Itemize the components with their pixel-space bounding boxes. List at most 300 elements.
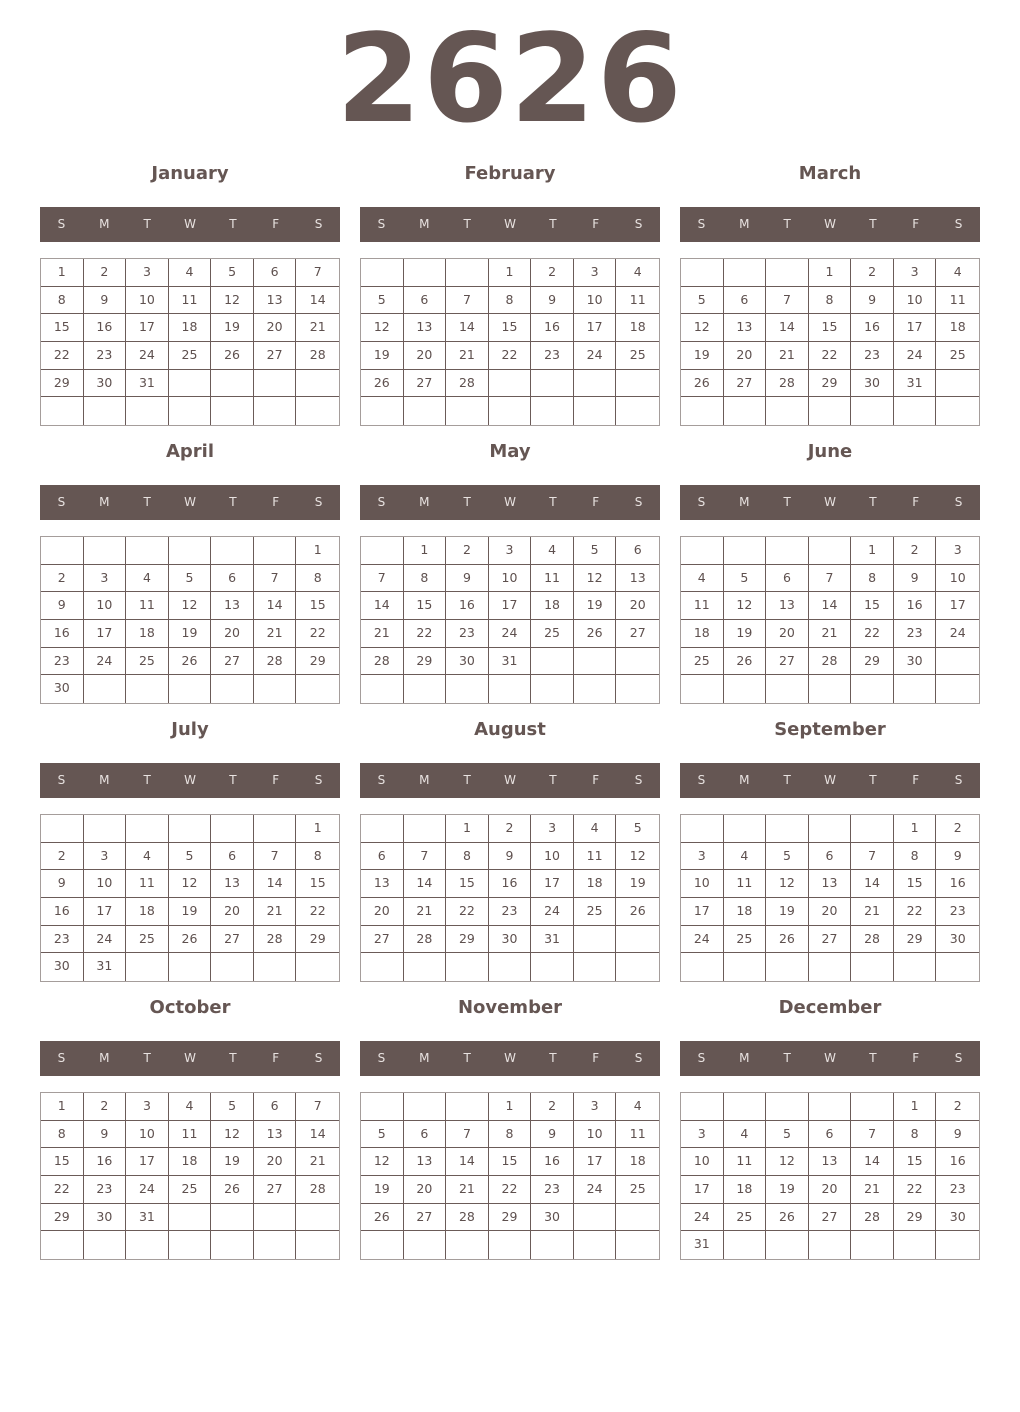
day-cell: 12 — [211, 287, 254, 315]
weekday-label: S — [954, 217, 963, 231]
empty-cell — [531, 397, 574, 425]
empty-cell — [809, 397, 852, 425]
weekday-label: T — [869, 495, 877, 509]
day-cell: 18 — [616, 314, 659, 342]
day-cell: 12 — [361, 314, 404, 342]
day-cell: 23 — [446, 620, 489, 648]
empty-cell — [616, 926, 659, 954]
day-cell: 1 — [446, 815, 489, 843]
empty-cell — [894, 675, 937, 703]
day-cell: 17 — [489, 592, 532, 620]
day-cell: 2 — [531, 259, 574, 287]
day-grid — [40, 536, 340, 704]
empty-cell — [894, 953, 937, 981]
day-cell: 30 — [84, 370, 127, 398]
weekday-label: T — [143, 773, 151, 787]
day-cell: 27 — [404, 1204, 447, 1232]
day-cell: 29 — [446, 926, 489, 954]
day-cell: 29 — [41, 370, 84, 398]
day-cell: 1 — [296, 537, 339, 565]
empty-cell — [616, 370, 659, 398]
empty-cell — [84, 1231, 127, 1259]
day-cell: 31 — [894, 370, 937, 398]
weekday-label: W — [504, 773, 516, 787]
month-name: September — [774, 719, 886, 740]
empty-cell — [254, 953, 297, 981]
day-cell: 3 — [489, 537, 532, 565]
day-cell: 21 — [851, 898, 894, 926]
day-cell: 1 — [296, 815, 339, 843]
day-cell: 15 — [894, 1148, 937, 1176]
day-grid — [680, 1092, 980, 1260]
day-cell: 8 — [404, 565, 447, 593]
day-cell: 22 — [489, 342, 532, 370]
day-cell: 29 — [404, 648, 447, 676]
weekday-label: S — [314, 1051, 323, 1065]
day-cell: 5 — [361, 1121, 404, 1149]
day-cell: 21 — [361, 620, 404, 648]
day-cell: 19 — [616, 870, 659, 898]
weekday-label: S — [697, 217, 706, 231]
day-grid — [360, 258, 660, 426]
day-cell: 29 — [894, 1204, 937, 1232]
empty-cell — [724, 1093, 767, 1121]
empty-cell — [296, 953, 339, 981]
day-cell: 4 — [126, 843, 169, 871]
day-cell: 11 — [724, 870, 767, 898]
day-cell: 18 — [169, 314, 212, 342]
empty-cell — [211, 370, 254, 398]
empty-cell — [296, 1204, 339, 1232]
day-cell: 4 — [531, 537, 574, 565]
weekday-label: T — [869, 1051, 877, 1065]
day-grid — [360, 1092, 660, 1260]
day-cell: 22 — [41, 1176, 84, 1204]
day-cell: 30 — [531, 1204, 574, 1232]
day-cell: 5 — [169, 565, 212, 593]
day-cell: 1 — [41, 1093, 84, 1121]
day-grid — [40, 258, 340, 426]
day-cell: 7 — [446, 287, 489, 315]
weekday-label: S — [954, 773, 963, 787]
day-cell: 4 — [724, 1121, 767, 1149]
empty-cell — [724, 675, 767, 703]
day-cell: 17 — [681, 1176, 724, 1204]
day-cell: 3 — [894, 259, 937, 287]
day-cell: 19 — [361, 1176, 404, 1204]
day-cell: 29 — [489, 1204, 532, 1232]
day-cell: 9 — [936, 843, 979, 871]
day-cell: 13 — [404, 1148, 447, 1176]
weekday-label: T — [549, 1051, 557, 1065]
day-cell: 18 — [126, 620, 169, 648]
day-cell: 22 — [296, 898, 339, 926]
day-cell: 23 — [894, 620, 937, 648]
empty-cell — [531, 675, 574, 703]
day-cell: 25 — [169, 342, 212, 370]
empty-cell — [41, 397, 84, 425]
day-cell: 5 — [169, 843, 212, 871]
day-cell: 25 — [681, 648, 724, 676]
day-cell: 15 — [489, 314, 532, 342]
weekday-label: M — [419, 495, 430, 509]
empty-cell — [169, 1231, 212, 1259]
empty-cell — [254, 1231, 297, 1259]
empty-cell — [809, 1231, 852, 1259]
empty-cell — [211, 675, 254, 703]
day-cell: 3 — [574, 259, 617, 287]
empty-cell — [404, 1231, 447, 1259]
day-cell: 6 — [254, 259, 297, 287]
day-cell: 24 — [574, 342, 617, 370]
day-cell: 24 — [84, 648, 127, 676]
day-cell: 7 — [851, 1121, 894, 1149]
day-cell: 13 — [211, 870, 254, 898]
weekday-label: S — [954, 495, 963, 509]
day-cell: 21 — [766, 342, 809, 370]
day-cell: 14 — [296, 287, 339, 315]
day-grid — [680, 536, 980, 704]
empty-cell — [126, 397, 169, 425]
day-cell: 5 — [211, 1093, 254, 1121]
empty-cell — [809, 1093, 852, 1121]
weekday-label: T — [783, 217, 791, 231]
day-cell: 19 — [766, 898, 809, 926]
day-cell: 27 — [254, 1176, 297, 1204]
day-cell: 24 — [681, 1204, 724, 1232]
day-cell: 25 — [574, 898, 617, 926]
day-cell: 24 — [126, 1176, 169, 1204]
empty-cell — [404, 1093, 447, 1121]
day-cell: 27 — [211, 648, 254, 676]
weekday-header — [680, 207, 980, 242]
month-name: December — [778, 997, 882, 1018]
day-cell: 19 — [681, 342, 724, 370]
day-cell: 24 — [681, 926, 724, 954]
day-cell: 7 — [361, 565, 404, 593]
empty-cell — [681, 1093, 724, 1121]
empty-cell — [404, 953, 447, 981]
day-cell: 9 — [489, 843, 532, 871]
weekday-label: F — [272, 1051, 280, 1065]
day-cell: 7 — [254, 565, 297, 593]
empty-cell — [254, 537, 297, 565]
empty-cell — [404, 397, 447, 425]
empty-cell — [446, 397, 489, 425]
empty-cell — [404, 815, 447, 843]
day-cell: 25 — [531, 620, 574, 648]
month-name: January — [151, 163, 229, 184]
empty-cell — [766, 1093, 809, 1121]
day-cell: 14 — [851, 870, 894, 898]
day-cell: 19 — [211, 1148, 254, 1176]
day-cell: 14 — [404, 870, 447, 898]
day-cell: 24 — [936, 620, 979, 648]
weekday-header — [40, 1041, 340, 1076]
day-cell: 23 — [851, 342, 894, 370]
day-cell: 27 — [211, 926, 254, 954]
day-cell: 31 — [681, 1231, 724, 1259]
day-cell: 24 — [84, 926, 127, 954]
day-cell: 2 — [84, 259, 127, 287]
empty-cell — [574, 397, 617, 425]
weekday-label: T — [783, 1051, 791, 1065]
day-grid — [680, 814, 980, 982]
day-cell: 28 — [254, 648, 297, 676]
day-cell: 28 — [446, 1204, 489, 1232]
day-cell: 13 — [254, 287, 297, 315]
empty-cell — [809, 537, 852, 565]
day-cell: 20 — [211, 898, 254, 926]
day-cell: 18 — [531, 592, 574, 620]
empty-cell — [681, 259, 724, 287]
empty-cell — [84, 675, 127, 703]
weekday-label: T — [229, 495, 237, 509]
empty-cell — [851, 675, 894, 703]
day-cell: 10 — [126, 1121, 169, 1149]
day-cell: 28 — [296, 1176, 339, 1204]
weekday-label: T — [229, 773, 237, 787]
weekday-header — [680, 1041, 980, 1076]
day-cell: 12 — [211, 1121, 254, 1149]
weekday-label: W — [504, 1051, 516, 1065]
empty-cell — [724, 537, 767, 565]
day-cell: 6 — [724, 287, 767, 315]
weekday-label: S — [377, 217, 386, 231]
day-grid — [680, 258, 980, 426]
empty-cell — [254, 815, 297, 843]
empty-cell — [126, 675, 169, 703]
day-cell: 9 — [84, 287, 127, 315]
empty-cell — [724, 259, 767, 287]
empty-cell — [936, 1231, 979, 1259]
weekday-label: W — [824, 773, 836, 787]
day-cell: 3 — [681, 843, 724, 871]
empty-cell — [531, 953, 574, 981]
day-cell: 31 — [84, 953, 127, 981]
day-cell: 2 — [936, 1093, 979, 1121]
day-grid — [360, 536, 660, 704]
day-cell: 30 — [894, 648, 937, 676]
day-cell: 8 — [296, 565, 339, 593]
day-cell: 6 — [254, 1093, 297, 1121]
day-cell: 27 — [766, 648, 809, 676]
day-cell: 4 — [169, 1093, 212, 1121]
weekday-header — [360, 763, 660, 798]
day-cell: 24 — [126, 342, 169, 370]
day-cell: 22 — [851, 620, 894, 648]
month-name: February — [464, 163, 556, 184]
empty-cell — [574, 1231, 617, 1259]
day-cell: 19 — [724, 620, 767, 648]
day-cell: 14 — [254, 592, 297, 620]
day-cell: 13 — [404, 314, 447, 342]
day-cell: 13 — [809, 1148, 852, 1176]
day-cell: 29 — [296, 648, 339, 676]
empty-cell — [254, 675, 297, 703]
day-cell: 10 — [574, 1121, 617, 1149]
day-cell: 26 — [211, 1176, 254, 1204]
day-cell: 8 — [851, 565, 894, 593]
day-cell: 29 — [894, 926, 937, 954]
empty-cell — [126, 537, 169, 565]
day-cell: 9 — [84, 1121, 127, 1149]
empty-cell — [211, 397, 254, 425]
day-cell: 9 — [41, 592, 84, 620]
day-cell: 8 — [894, 843, 937, 871]
day-cell: 27 — [724, 370, 767, 398]
empty-cell — [169, 815, 212, 843]
day-cell: 16 — [446, 592, 489, 620]
day-cell: 3 — [84, 843, 127, 871]
day-cell: 7 — [296, 259, 339, 287]
empty-cell — [766, 1231, 809, 1259]
day-cell: 14 — [446, 1148, 489, 1176]
day-cell: 20 — [724, 342, 767, 370]
day-cell: 13 — [254, 1121, 297, 1149]
weekday-label: W — [824, 495, 836, 509]
day-cell: 4 — [126, 565, 169, 593]
day-cell: 27 — [616, 620, 659, 648]
empty-cell — [936, 397, 979, 425]
day-cell: 14 — [361, 592, 404, 620]
day-cell: 6 — [211, 565, 254, 593]
day-cell: 16 — [84, 314, 127, 342]
day-cell: 23 — [41, 648, 84, 676]
empty-cell — [616, 953, 659, 981]
empty-cell — [361, 259, 404, 287]
day-cell: 17 — [126, 1148, 169, 1176]
empty-cell — [574, 648, 617, 676]
day-cell: 10 — [126, 287, 169, 315]
day-cell: 11 — [681, 592, 724, 620]
day-cell: 4 — [681, 565, 724, 593]
empty-cell — [851, 1231, 894, 1259]
day-cell: 29 — [41, 1204, 84, 1232]
day-cell: 5 — [766, 1121, 809, 1149]
day-cell: 26 — [766, 926, 809, 954]
day-cell: 21 — [851, 1176, 894, 1204]
weekday-label: T — [549, 773, 557, 787]
weekday-label: M — [99, 495, 110, 509]
weekday-label: F — [592, 217, 600, 231]
day-cell: 18 — [574, 870, 617, 898]
weekday-label: F — [912, 773, 920, 787]
day-cell: 26 — [766, 1204, 809, 1232]
weekday-label: F — [272, 217, 280, 231]
day-cell: 28 — [766, 370, 809, 398]
day-cell: 10 — [84, 870, 127, 898]
day-cell: 20 — [766, 620, 809, 648]
empty-cell — [169, 397, 212, 425]
day-cell: 15 — [489, 1148, 532, 1176]
day-cell: 22 — [489, 1176, 532, 1204]
day-cell: 24 — [531, 898, 574, 926]
weekday-label: S — [377, 1051, 386, 1065]
day-cell: 16 — [531, 314, 574, 342]
day-cell: 4 — [169, 259, 212, 287]
day-cell: 6 — [404, 1121, 447, 1149]
weekday-label: S — [697, 773, 706, 787]
weekday-label: F — [272, 773, 280, 787]
empty-cell — [361, 953, 404, 981]
weekday-label: W — [184, 217, 196, 231]
empty-cell — [361, 537, 404, 565]
day-cell: 6 — [809, 1121, 852, 1149]
weekday-label: F — [592, 1051, 600, 1065]
weekday-label: S — [314, 495, 323, 509]
day-cell: 22 — [296, 620, 339, 648]
day-cell: 26 — [681, 370, 724, 398]
empty-cell — [361, 1231, 404, 1259]
empty-cell — [809, 953, 852, 981]
day-cell: 6 — [616, 537, 659, 565]
day-cell: 26 — [169, 648, 212, 676]
weekday-label: T — [783, 773, 791, 787]
day-cell: 21 — [296, 1148, 339, 1176]
day-cell: 26 — [169, 926, 212, 954]
day-cell: 11 — [616, 1121, 659, 1149]
day-cell: 23 — [936, 1176, 979, 1204]
day-cell: 21 — [446, 1176, 489, 1204]
day-cell: 1 — [489, 1093, 532, 1121]
day-cell: 11 — [574, 843, 617, 871]
weekday-label: S — [697, 495, 706, 509]
day-cell: 28 — [851, 1204, 894, 1232]
empty-cell — [766, 953, 809, 981]
day-cell: 15 — [446, 870, 489, 898]
day-cell: 22 — [894, 1176, 937, 1204]
empty-cell — [851, 953, 894, 981]
weekday-label: M — [99, 773, 110, 787]
day-cell: 27 — [361, 926, 404, 954]
day-cell: 13 — [809, 870, 852, 898]
weekday-label: M — [419, 773, 430, 787]
empty-cell — [766, 397, 809, 425]
day-cell: 5 — [616, 815, 659, 843]
day-cell: 15 — [894, 870, 937, 898]
day-cell: 16 — [851, 314, 894, 342]
day-cell: 2 — [489, 815, 532, 843]
day-cell: 14 — [809, 592, 852, 620]
weekday-label: S — [57, 773, 66, 787]
day-cell: 19 — [169, 898, 212, 926]
day-cell: 5 — [724, 565, 767, 593]
empty-cell — [211, 815, 254, 843]
day-cell: 26 — [724, 648, 767, 676]
empty-cell — [724, 815, 767, 843]
day-cell: 2 — [851, 259, 894, 287]
weekday-label: T — [463, 495, 471, 509]
day-cell: 23 — [531, 1176, 574, 1204]
day-cell: 4 — [616, 259, 659, 287]
day-cell: 19 — [169, 620, 212, 648]
day-cell: 15 — [41, 1148, 84, 1176]
day-cell: 27 — [254, 342, 297, 370]
day-cell: 23 — [936, 898, 979, 926]
day-cell: 14 — [766, 314, 809, 342]
day-cell: 25 — [169, 1176, 212, 1204]
day-cell: 25 — [126, 648, 169, 676]
weekday-label: M — [419, 217, 430, 231]
day-cell: 7 — [446, 1121, 489, 1149]
day-cell: 17 — [574, 1148, 617, 1176]
day-cell: 7 — [766, 287, 809, 315]
day-cell: 2 — [446, 537, 489, 565]
day-grid — [40, 1092, 340, 1260]
weekday-label: S — [634, 1051, 643, 1065]
empty-cell — [254, 397, 297, 425]
